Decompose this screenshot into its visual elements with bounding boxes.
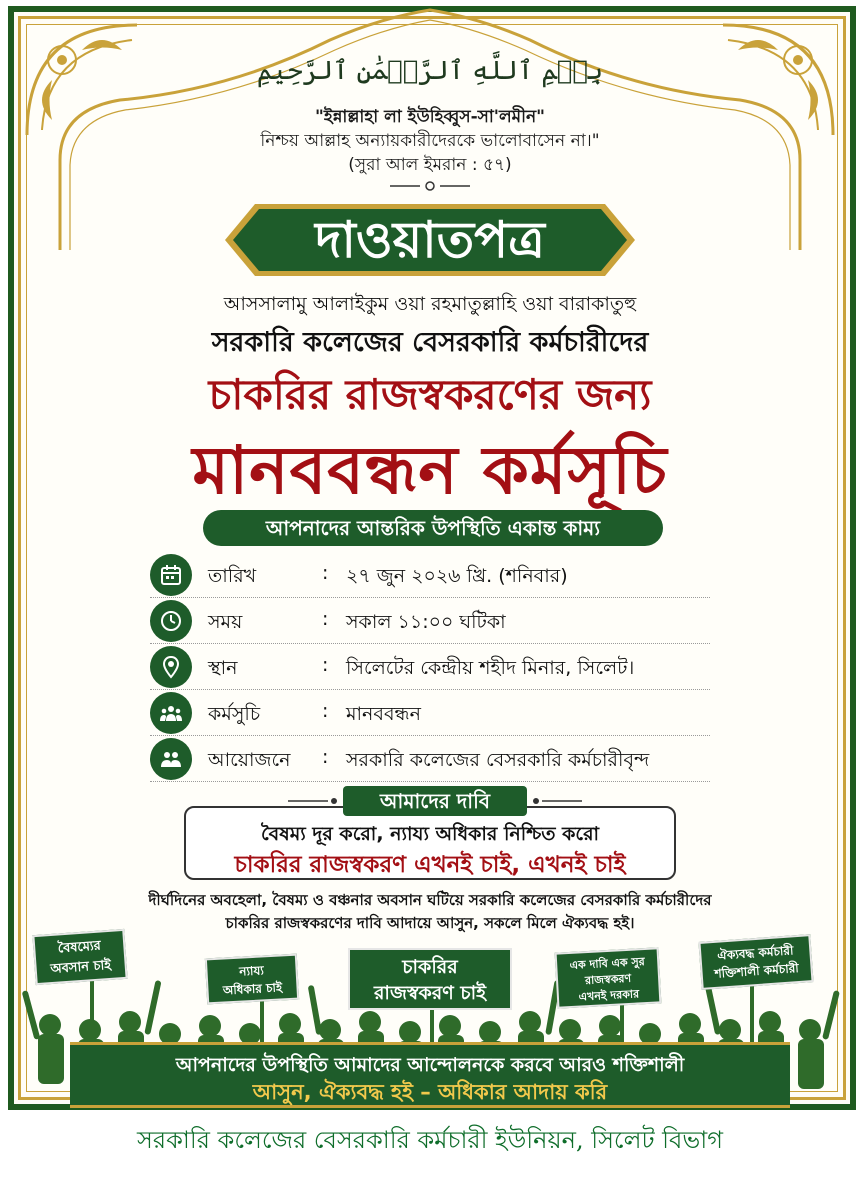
- detail-value: মানববন্ধন: [346, 703, 421, 725]
- detail-row-date: [150, 552, 710, 598]
- ornament-left: [288, 796, 340, 806]
- detail-value: সরকারি কলেজের বেসরকারি কর্মচারীবৃন্দ: [346, 749, 650, 771]
- bismillah-calligraphy: بِسۡمِ ٱللَّهِ ٱلرَّحۡمَٰنِ ٱلرَّحِيمِ: [256, 56, 604, 86]
- placard-text: ঐক্যবদ্ধ কর্মচারী: [716, 943, 794, 963]
- detail-label: কর্মসুচি: [208, 703, 261, 725]
- placard-text: এক দাবি এক সুর: [569, 955, 646, 972]
- detail-row-venue: [150, 644, 710, 690]
- demand-heading: আমাদের দাবি: [343, 786, 527, 816]
- detail-row-program: [150, 690, 710, 736]
- detail-label: আয়োজনে: [208, 749, 291, 771]
- people-group-icon: [150, 692, 192, 734]
- salam-greeting: আসসালামু আলাইকুম ওয়া রহমাতুল্লাহি ওয়া বারাকাতুহু: [223, 293, 637, 315]
- clock-icon: [150, 600, 192, 642]
- detail-label: তারিখ: [208, 565, 257, 587]
- ornamental-divider: [390, 180, 470, 192]
- detail-colon: :: [322, 746, 329, 768]
- protest-placard: [555, 947, 662, 1008]
- placard-text: বৈষম্যের: [57, 938, 102, 957]
- location-pin-icon: [150, 646, 192, 688]
- quote-translation: নিশ্চয় আল্লাহ অন্যায়কারীদেরকে ভালোবাসেন না।": [260, 131, 600, 151]
- protest-placard: [348, 948, 512, 1010]
- detail-colon: :: [322, 562, 329, 584]
- headline-line1: চাকরির রাজস্বকরণের জন্য: [208, 370, 652, 419]
- protest-placard: [698, 934, 813, 990]
- detail-label: স্থান: [208, 657, 238, 679]
- detail-colon: :: [322, 608, 329, 630]
- placard-text: অধিকার চাই: [222, 980, 283, 998]
- footer-banner-line2: আসুন, ঐক্যবদ্ধ হই – অধিকার আদায় করি: [252, 1080, 608, 1104]
- placard-text: শক্তিশালী কর্মচারী: [714, 961, 800, 981]
- detail-row-time: [150, 598, 710, 644]
- subtitle: সরকারি কলেজের বেসরকারি কর্মচারীদের: [211, 327, 649, 358]
- quote-reference: (সুরা আল ইমরান : ৫৭): [348, 155, 512, 175]
- detail-value: সিলেটের কেন্দ্রীয় শহীদ মিনার, সিলেট।: [346, 657, 635, 679]
- detail-value: ২৭ জুন ২০২৬ খ্রি. (শনিবার): [346, 565, 568, 587]
- organization-name: সরকারি কলেজের বেসরকারি কর্মচারী ইউনিয়ন, সিলেট বিভাগ: [137, 1126, 723, 1154]
- page-title: দাওয়াতপত্র: [315, 211, 545, 269]
- detail-colon: :: [322, 654, 329, 676]
- people-group-icon: [150, 738, 192, 780]
- appeal-paragraph-line1: দীর্ঘদিনের অবহেলা, বৈষম্য ও বঞ্চনার অবসান ঘটিয়ে সরকারি কলেজের বেসরকারি কর্মচারীদের: [148, 891, 712, 909]
- demand-line2: চাকরির রাজস্বকরণ এখনই চাই, এখনই চাই: [234, 852, 626, 878]
- detail-colon: :: [322, 700, 329, 722]
- demand-line1: বৈষম্য দূর করো, ন্যায্য অধিকার নিশ্চিত করো: [260, 823, 600, 845]
- placard-text: অবসান চাই: [49, 957, 112, 978]
- detail-label: সময়: [208, 611, 243, 633]
- placard-text: ন্যায্য: [238, 963, 265, 979]
- ornament-right: [530, 796, 582, 806]
- calendar-icon: [150, 554, 192, 596]
- headline-line2: মানববন্ধন কর্মসূচি: [192, 432, 668, 509]
- detail-value: সকাল ১১:০০ ঘটিকা: [346, 611, 506, 633]
- protest-placard: [32, 929, 127, 985]
- appeal-paragraph-line2: চাকরির রাজস্বকরণের দাবি আদায়ে আসুন, সকলে মিলে ঐক্যবদ্ধ হই।: [225, 914, 635, 932]
- protest-placard: [205, 954, 299, 1005]
- placard-text: রাজস্বকরণ চাই: [373, 982, 487, 1004]
- placard-text: এখনই দরকার: [578, 987, 640, 1004]
- footer-banner-line1: আপনাদের উপস্থিতি আমাদের আন্দোলনকে করবে আরও শক্তিশালী: [175, 1054, 685, 1076]
- quote-arabic-transliteration: "ইন্নাল্লাহা লা ইউহিব্বুস-সা'লমীন": [315, 107, 545, 127]
- detail-row-organizer: [150, 736, 710, 782]
- placard-text: রাজস্বকরণ: [584, 971, 632, 988]
- placard-text: চাকরির: [402, 956, 458, 978]
- presence-banner: আপনাদের আন্তরিক উপস্থিতি একান্ত কাম্য: [203, 510, 663, 546]
